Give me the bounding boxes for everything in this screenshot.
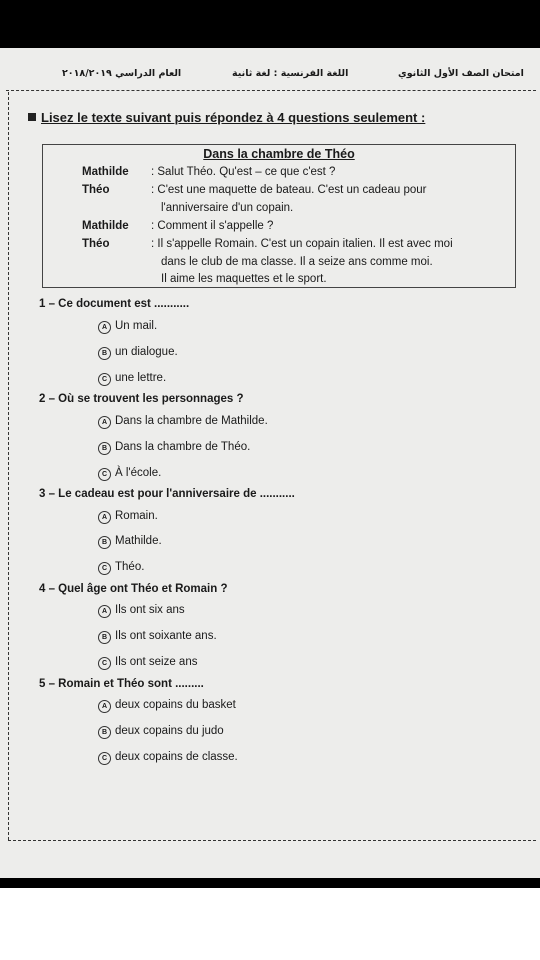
dialog-line: Il aime les maquettes et le sport. (161, 273, 327, 285)
option-2a[interactable] (98, 415, 268, 429)
bottom-white-strip (0, 888, 540, 960)
question-3: 3 – Le cadeau est pour l'anniversaire de ........... (39, 488, 295, 500)
speaker-name: Théo (82, 238, 110, 250)
option-text: À l'école. (115, 467, 162, 479)
option-text: deux copains du judo (115, 725, 224, 737)
question-5: 5 – Romain et Théo sont ......... (39, 678, 204, 690)
option-4a[interactable] (98, 604, 185, 618)
option-2b[interactable] (98, 441, 250, 455)
header-year: العام الدراسي ٢٠١٨/٢٠١٩ (62, 68, 182, 79)
header-subject: اللغة الفرنسية : لغة ثانية (232, 68, 349, 79)
option-letter-icon: A (98, 321, 111, 334)
option-5c[interactable] (98, 751, 238, 765)
option-text: deux copains de classe. (115, 751, 238, 763)
question-1: 1 – Ce document est ........... (39, 298, 190, 310)
instruction (28, 110, 425, 125)
option-text: Ils ont six ans (115, 604, 185, 616)
bottom-border (8, 840, 536, 841)
option-3a[interactable] (98, 510, 158, 524)
option-letter-icon: B (98, 442, 111, 455)
option-letter-icon: C (98, 752, 111, 765)
option-letter-icon: B (98, 631, 111, 644)
option-4b[interactable] (98, 630, 217, 644)
dialog-line: : Comment il s'appelle ? (151, 220, 274, 232)
option-5b[interactable] (98, 725, 224, 739)
option-letter-icon: B (98, 347, 111, 360)
option-text: deux copains du basket (115, 699, 236, 711)
header-exam-title: امتحان الصف الأول الثانوي (398, 68, 524, 79)
question-2: 2 – Où se trouvent les personnages ? (39, 393, 244, 405)
option-3b[interactable] (98, 535, 162, 549)
option-text: un dialogue. (115, 346, 178, 358)
dialog-box (42, 144, 516, 288)
option-letter-icon: C (98, 373, 111, 386)
option-letter-icon: A (98, 605, 111, 618)
option-letter-icon: B (98, 726, 111, 739)
header-divider (6, 90, 536, 91)
top-black-bar (0, 0, 540, 48)
bullet-square-icon (28, 113, 36, 121)
option-letter-icon: A (98, 416, 111, 429)
option-text: Romain. (115, 510, 158, 522)
dialog-line: dans le club de ma classe. Il a seize ans comme moi. (161, 256, 433, 268)
dialog-title: Dans la chambre de Théo (203, 147, 355, 161)
option-letter-icon: C (98, 468, 111, 481)
dialog-line: : Salut Théo. Qu'est – ce que c'est ? (151, 166, 336, 178)
option-text: Dans la chambre de Mathilde. (115, 415, 268, 427)
option-1c[interactable] (98, 372, 166, 386)
option-1a[interactable] (98, 320, 157, 334)
dialog-line: : C'est une maquette de bateau. C'est un cadeau pour (151, 184, 427, 196)
option-text: Dans la chambre de Théo. (115, 441, 251, 453)
option-letter-icon: A (98, 511, 111, 524)
speaker-name: Mathilde (82, 166, 129, 178)
option-letter-icon: C (98, 562, 111, 575)
speaker-name: Mathilde (82, 220, 129, 232)
dialog-line: l'anniversaire d'un copain. (161, 202, 294, 214)
option-1b[interactable] (98, 346, 178, 360)
option-text: Ils ont soixante ans. (115, 630, 217, 642)
speaker-name: Théo (82, 184, 110, 196)
option-letter-icon: A (98, 700, 111, 713)
option-text: une lettre. (115, 372, 167, 384)
dialog-line: : Il s'appelle Romain. C'est un copain italien. Il est avec moi (151, 238, 453, 250)
option-letter-icon: B (98, 536, 111, 549)
left-border (8, 92, 9, 840)
question-4: 4 – Quel âge ont Théo et Romain ? (39, 583, 228, 595)
option-2c[interactable] (98, 467, 161, 481)
option-5a[interactable] (98, 699, 236, 713)
option-text: Théo. (115, 561, 145, 573)
exam-paper (0, 48, 540, 878)
option-4c[interactable] (98, 656, 197, 670)
option-letter-icon: C (98, 657, 111, 670)
option-text: Un mail. (115, 320, 158, 332)
option-3c[interactable] (98, 561, 144, 575)
option-text: Ils ont seize ans (115, 656, 198, 668)
instruction-text: Lisez le texte suivant puis répondez à 4 questions seulement : (41, 110, 426, 125)
option-text: Mathilde. (115, 535, 162, 547)
